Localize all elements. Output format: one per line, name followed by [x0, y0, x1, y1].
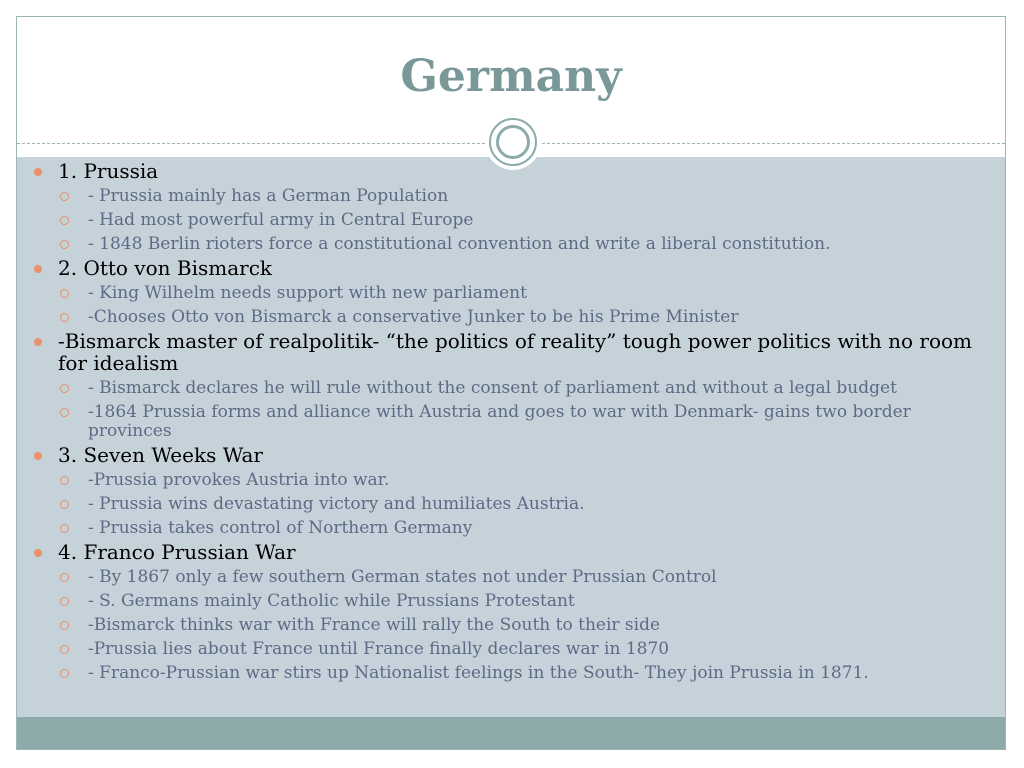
main-bullet-list [30, 160, 975, 683]
circle-ornament-inner [496, 125, 530, 159]
ring-bullet-icon [60, 524, 69, 533]
sub-bullet-item [58, 519, 975, 538]
bullet-dot-icon [34, 452, 42, 460]
ring-bullet-icon [60, 384, 69, 393]
bullet-item-prussia [30, 160, 975, 254]
ring-bullet-icon [60, 476, 69, 485]
sub-bullet-item [58, 495, 975, 514]
ring-bullet-icon [60, 645, 69, 654]
bullet-dot-icon [34, 338, 42, 346]
sub-bullet-text: - Prussia takes control of Northern Germany [88, 518, 473, 538]
circle-ornament-icon [485, 114, 541, 170]
sub-bullet-text: -Bismarck thinks war with France will rally the South to their side [88, 615, 661, 635]
bullet-text: 3. Seven Weeks War [58, 443, 263, 467]
sub-bullet-item [58, 211, 975, 230]
sub-bullet-item [58, 235, 975, 254]
ring-bullet-icon [60, 621, 69, 630]
bullet-dot-icon [34, 168, 42, 176]
bullet-item-bismarck [30, 257, 975, 327]
sub-bullet-text: - Had most powerful army in Central Europe [88, 210, 474, 230]
sub-bullet-text: -1864 Prussia forms and alliance with Austria and goes to war with Denmark- gains two border provinces [88, 402, 911, 441]
sub-bullet-item [58, 616, 975, 635]
bullet-dot-icon [34, 265, 42, 273]
bullet-text: 2. Otto von Bismarck [58, 256, 273, 280]
ring-bullet-icon [60, 500, 69, 509]
ring-bullet-icon [60, 192, 69, 201]
sub-bullet-list [58, 471, 975, 538]
ring-bullet-icon [60, 216, 69, 225]
circle-ornament-ring [489, 118, 537, 166]
sub-bullet-item [58, 308, 975, 327]
ring-bullet-icon [60, 669, 69, 678]
sub-bullet-item [58, 187, 975, 206]
sub-bullet-text: -Chooses Otto von Bismarck a conservative Junker to be his Prime Minister [88, 307, 739, 327]
sub-bullet-item [58, 379, 975, 398]
ring-bullet-icon [60, 313, 69, 322]
sub-bullet-list [58, 568, 975, 683]
sub-bullet-item [58, 592, 975, 611]
sub-bullet-text: - Bismarck declares he will rule without the consent of parliament and without a legal budget [88, 378, 897, 398]
ring-bullet-icon [60, 289, 69, 298]
sub-bullet-item [58, 403, 975, 441]
bullet-item-realpolitik [30, 330, 975, 441]
ring-bullet-icon [60, 597, 69, 606]
bullet-item-franco-prussian-war [30, 541, 975, 683]
sub-bullet-text: - S. Germans mainly Catholic while Prussians Protestant [88, 591, 575, 611]
sub-bullet-text: -Prussia lies about France until France finally declares war in 1870 [88, 639, 670, 659]
bullet-content [30, 157, 975, 683]
sub-bullet-text: - Franco-Prussian war stirs up Nationalist feelings in the South- They join Prussia in 1871. [88, 663, 869, 683]
sub-bullet-text: -Prussia provokes Austria into war. [88, 470, 390, 490]
ring-bullet-icon [60, 408, 69, 417]
sub-bullet-list [58, 379, 975, 441]
ring-bullet-icon [60, 240, 69, 249]
sub-bullet-text: - 1848 Berlin rioters force a constitutional convention and write a liberal constitution. [88, 234, 831, 254]
slide-title: Germany [400, 51, 622, 102]
sub-bullet-item [58, 568, 975, 587]
sub-bullet-item [58, 284, 975, 303]
sub-bullet-text: - King Wilhelm needs support with new parliament [88, 283, 527, 303]
bullet-text: 4. Franco Prussian War [58, 540, 296, 564]
sub-bullet-item [58, 664, 975, 683]
bullet-text: 1. Prussia [58, 159, 159, 183]
footer-bar [17, 717, 1005, 750]
sub-bullet-text: - By 1867 only a few southern German states not under Prussian Control [88, 567, 717, 587]
sub-bullet-item [58, 640, 975, 659]
sub-bullet-list [58, 187, 975, 254]
ring-bullet-icon [60, 573, 69, 582]
bullet-dot-icon [34, 549, 42, 557]
sub-bullet-item [58, 471, 975, 490]
sub-bullet-text: - Prussia mainly has a German Population [88, 186, 449, 206]
sub-bullet-list [58, 284, 975, 327]
bullet-text: -Bismarck master of realpolitik- “the politics of reality” tough power politics with no room for idealism [58, 329, 973, 375]
bullet-item-seven-weeks-war [30, 444, 975, 538]
sub-bullet-text: - Prussia wins devastating victory and humiliates Austria. [88, 494, 585, 514]
